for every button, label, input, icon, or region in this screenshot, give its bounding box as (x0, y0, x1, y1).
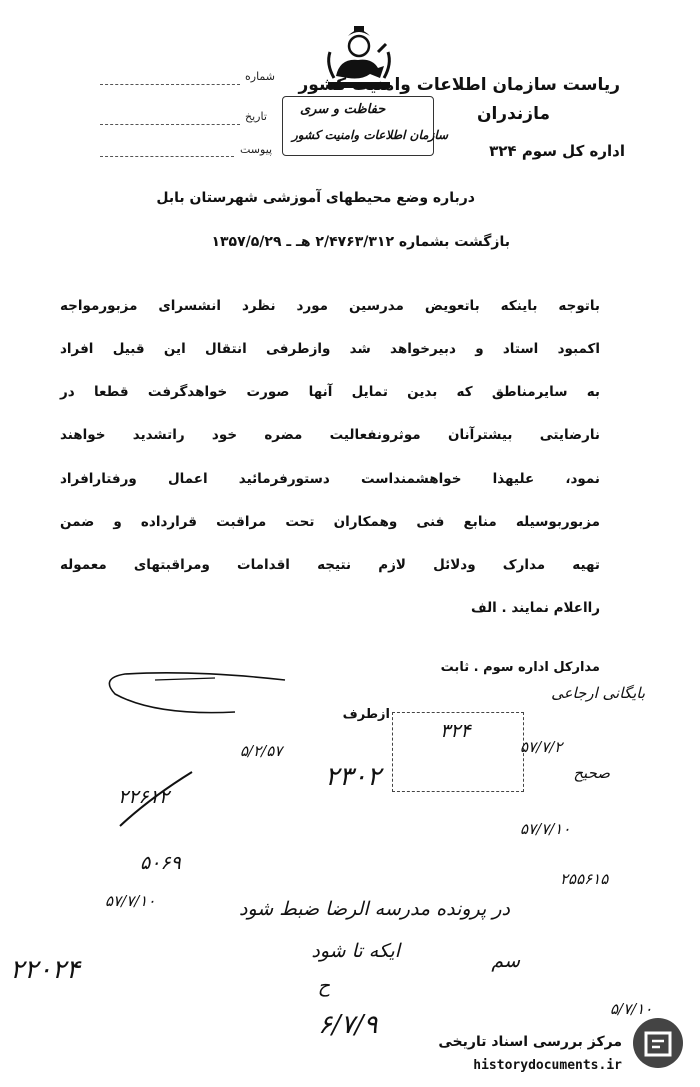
watermark-url: historydocuments.ir (473, 1058, 622, 1073)
cc-line2: ازطرف (342, 707, 390, 722)
handwritten-number-5069: ۵۰۶۹ (140, 852, 181, 874)
handwritten-note-line1: در پرونده مدرسه الرضا ضبط شود (238, 898, 510, 920)
body-line-7: تهیه مدارک ودلائل لازم نتیجه اقدامات ومراقبتهای معموله (60, 557, 600, 573)
handwritten-signature-bottom: ح (317, 975, 330, 997)
strike-through-icon (110, 768, 200, 828)
body-line-8: رااعلام نمایند . الف (471, 600, 600, 616)
org-title-line2: مازندران (476, 104, 550, 124)
attachment-line (100, 156, 234, 157)
handwritten-date-bottom: ۶/۷/۹ (318, 1010, 378, 1040)
cc-line1: مدارکل اداره سوم . ثابت (440, 660, 600, 675)
cc-date: ۵/۲/۵۷ (240, 742, 283, 760)
date-line (100, 124, 240, 125)
subject-line: درباره وضع محیطهای آموزشی شهرستان بابل (156, 190, 475, 206)
handwritten-big-number: ۲۲۰۲۴ (10, 955, 80, 985)
date-label: تاریخ (245, 110, 267, 123)
number-label: شماره (245, 70, 276, 83)
stamp-line2: سازمان اطلاعات وامنیت کشور (292, 128, 449, 142)
handwritten-struck-number: ۲۲۶۱۲ (118, 786, 170, 808)
signature-scribble-icon (95, 660, 295, 720)
body-line-1: باتوجه باینکه باتعویض مدرسین مورد نظرد انشسرای مزبورمواجه (60, 298, 600, 314)
handwritten-initials-c: صحیح (573, 764, 610, 782)
handwritten-initials-side: سم (491, 950, 520, 972)
handwritten-date-c: ۵۷/۷/۲ (520, 738, 563, 756)
body-line-5: نمود، علیهذا خواهشمنداست دستورفرمائید اعمال ورفتارافراد (60, 471, 600, 487)
handwritten-date-a: ۵۷/۷/۱۰ (105, 892, 156, 910)
attachment-label: پیوست (240, 143, 273, 156)
reference-line: بازگشت بشماره ۲/۴۷۶۳/۳۱۲ هـ ـ ۱۳۵۷/۵/۲۹ (211, 234, 510, 250)
handwritten-date-side: ۵/۷/۱۰ (610, 1000, 653, 1018)
handwritten-circled-number: ۲۳۰۲ (325, 762, 381, 792)
body-line-6: مزبوربوسیله منابع فنی وهمکاران تحت مراقبت قرارداده و ضمن (60, 514, 600, 530)
boxed-small-number: ۳۲۴ (440, 720, 471, 742)
body-line-4: نارضایتی بیشترآنان موثرونفعالیت مضره خود راتشدید خواهند (60, 427, 600, 443)
handwritten-note-line2: ایکه تا شود (311, 940, 400, 962)
handwritten-date-b: ۵۷/۷/۱۰ (520, 820, 571, 838)
handwritten-stamp-number: ۲۵۵۶۱۵ (560, 870, 609, 888)
watermark-title: مرکز بررسی اسناد تاریخی (438, 1034, 622, 1050)
number-line (100, 84, 240, 85)
department-line: اداره کل سوم ۳۲۴ (489, 142, 625, 160)
org-title-line1: ریاست سازمان اطلاعات وامنیت کشور (298, 75, 620, 95)
handwritten-note-top-right: بایگانی ارجاعی (551, 684, 645, 702)
archive-logo-icon (630, 1015, 686, 1071)
stamp-line1: حفاظت و سری (300, 102, 386, 117)
body-line-3: به سایرمناطق که بدین تمایل آنها صورت خواهدگرفت قطعا در (60, 384, 600, 400)
body-line-2: اکمبود استاد و دبیرخواهد شد وازطرفی انتقال این قبیل افراد (60, 341, 600, 357)
